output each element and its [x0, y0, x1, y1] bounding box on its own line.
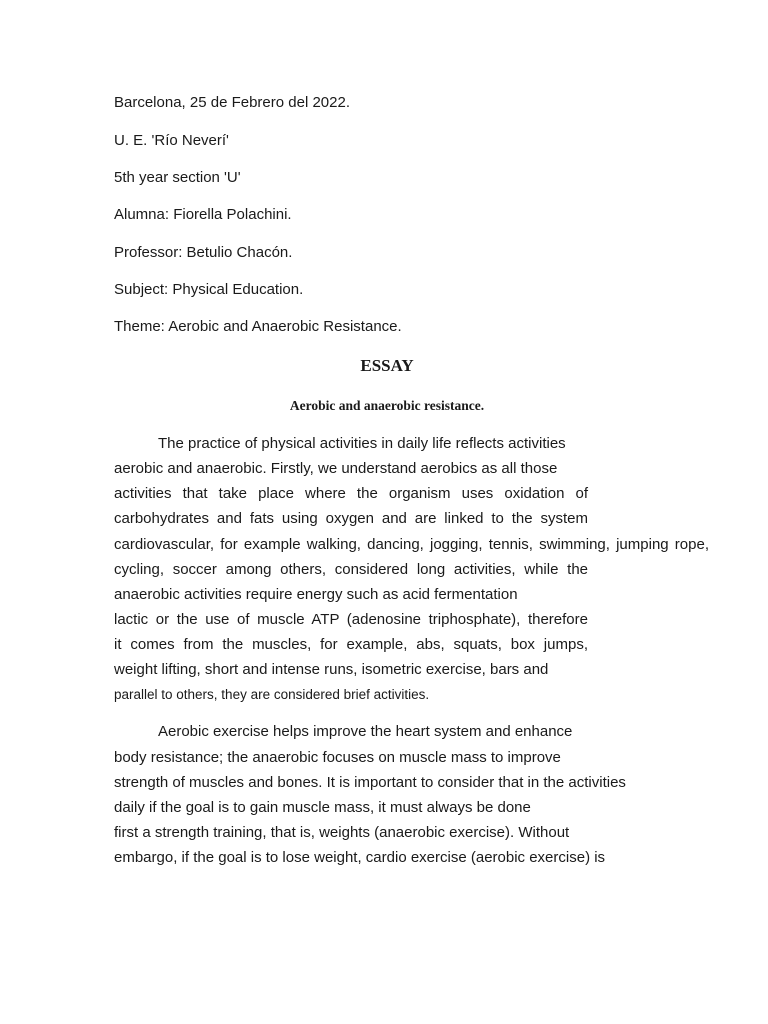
paragraph-2-line: first a strength training, that is, weights (anaerobic exercise). Without — [114, 824, 570, 841]
paragraph-1-line: anaerobic activities require energy such as acid fermentation — [114, 586, 518, 603]
paragraph-2-line: daily if the goal is to gain muscle mass, it must always be done — [114, 799, 531, 816]
paragraph-1-line: The practice of physical activities in daily life reflects activities — [158, 435, 566, 452]
essay-title: ESSAY — [360, 356, 414, 375]
paragraph-1-line: weight lifting, short and intense runs, isometric exercise, bars and — [114, 661, 549, 678]
date-line: Barcelona, 25 de Febrero del 2022. — [114, 94, 350, 111]
paragraph-1-line: parallel to others, they are considered brief activities. — [114, 687, 430, 702]
paragraph-1-line: activities that take place where the organism uses oxidation of — [114, 485, 588, 502]
paragraph-2-line: embargo, if the goal is to lose weight, cardio exercise (aerobic exercise) is — [114, 849, 606, 866]
paragraph-1-line: cardiovascular, for example walking, dancing, jogging, tennis, swimming, jumping rope, — [114, 536, 709, 553]
paragraph-1-line: aerobic and anaerobic. Firstly, we understand aerobics as all those — [114, 460, 558, 477]
paragraph-2-line: body resistance; the anaerobic focuses on muscle mass to improve — [114, 749, 561, 766]
student-line: Alumna: Fiorella Polachini. — [114, 206, 292, 223]
paragraph-1-line: cycling, soccer among others, considered long activities, while the — [114, 561, 588, 578]
subject-line: Subject: Physical Education. — [114, 281, 304, 298]
school-line: U. E. 'Río Neverí' — [114, 132, 229, 149]
paragraph-2-line: Aerobic exercise helps improve the heart system and enhance — [158, 723, 573, 740]
essay-subtitle: Aerobic and anaerobic resistance. — [289, 398, 485, 413]
paragraph-2-line: strength of muscles and bones. It is important to consider that in the activities — [114, 774, 626, 791]
paragraph-1-line: lactic or the use of muscle ATP (adenosine triphosphate), therefore — [114, 611, 588, 628]
paragraph-1-line: it comes from the muscles, for example, abs, squats, box jumps, — [114, 636, 588, 653]
paragraph-1-line: carbohydrates and fats using oxygen and are linked to the system — [114, 510, 588, 527]
professor-line: Professor: Betulio Chacón. — [114, 244, 293, 261]
theme-line: Theme: Aerobic and Anaerobic Resistance. — [114, 318, 402, 335]
section-line: 5th year section 'U' — [114, 169, 241, 186]
